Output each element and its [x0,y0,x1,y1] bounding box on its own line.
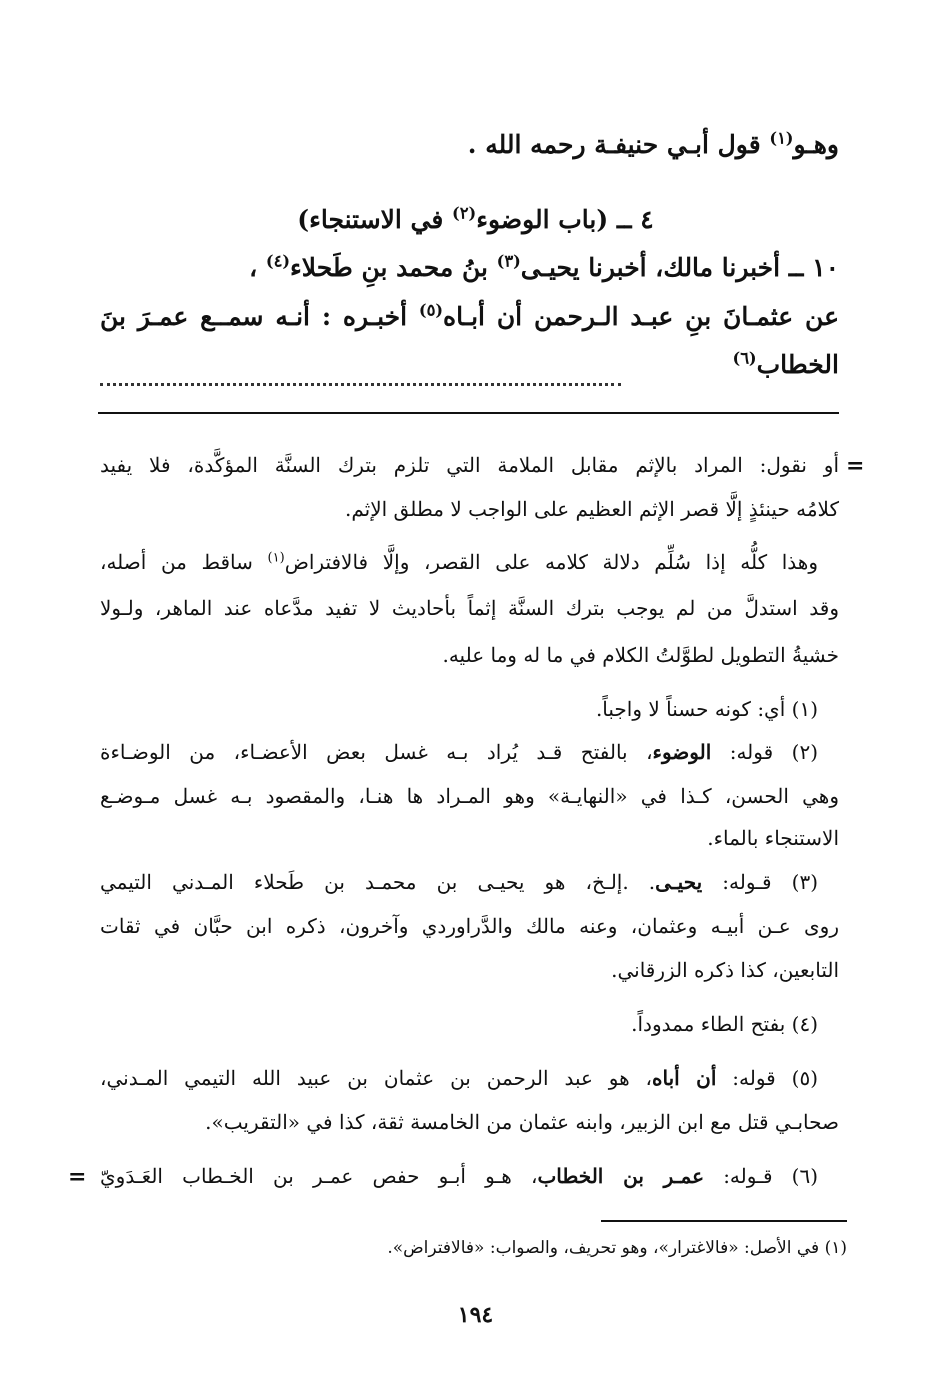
continuation-mark: = [846,453,865,479]
text: ، هو عبد الرحمن بن عثمان بن عبيد الله التيمي المـدني، [100,1066,652,1090]
chapter-number: ٤ ــ [608,205,654,234]
text: ١٠ ــ أخبرنا مالك، أخبرنا يحيـى [520,253,839,282]
commentary-line: وقد استدلَّ من لم يوجب بترك السنَّة إثماً بأحاديث لا تفيد مدَّعاه عند الماهر، ولـولا [100,596,839,620]
note-2-line: وهي الحسن، كـذا في «النهايـة» وهو المـراد ها هنـا، والمقصود بـه غسل مـوضـع [100,784,839,808]
text: (٣) قـوله: [702,870,819,894]
commentary-line: خشيةُ التطويل لطوَّلتُ الكلام في ما له وما عليه. [442,643,839,667]
text: قول أبـي حنيفـة رحمه الله . [467,130,770,159]
note-2-line: الاستنجاء بالماء. [707,826,839,850]
note-1: (١) أي: كونه حسناً لا واجباً. [595,697,818,721]
footnote-ref: (٤) [265,251,291,271]
note-3-line [100,870,818,894]
footnote-ref: (٢) [452,203,477,223]
text: عن عثمـانَ بنِ عبـد الـرحمن أن أبـاه [443,302,839,331]
chapter-title: (باب الوضوء [476,205,609,234]
footnote-ref: (٣) [496,251,521,271]
continuation-mark: = [68,1164,87,1190]
page-number: ١٩٤ [457,1302,494,1328]
text: (٥) قوله: [716,1066,818,1090]
footnote-ref: (١) [267,550,285,566]
note-5-line [100,1066,818,1090]
text: ساقط من أصله، [100,550,268,574]
text: . .إلـخ، هو يحيـى بن محمـد بن طَحلاء المـدني التيمي [100,870,656,894]
footnote-ref: (١) [769,128,794,148]
footnote: (١) في الأصل: «فالاغترار»، وهو تحريف، والصواب: «فالافتراض». [387,1238,847,1258]
text: (٦) قـوله: [704,1164,819,1188]
hadith-line-2 [100,302,839,331]
text: وهـو [793,130,839,159]
chapter-title-rest: في الاستنجاء) [297,205,453,234]
note-3-line: روى عـن أبيـه وعثمان، وعنه مالك والدَّراوردي وآخرون، ذكره ابن حبَّان في ثقات [100,914,839,938]
note-4: (٤) بفتح الطاء ممدوداً. [631,1012,818,1036]
main-text-line-1 [468,130,839,159]
commentary-line: أو نقول: المراد بالإثم مقابل الملامة التي تلزم بترك السنَّة المؤكَّدة، فلا يفيد [100,453,839,477]
note-3-line: التابعين، كذا ذكره الزرقاني. [611,958,839,982]
text: ، هـو أبـو حفص عمـر بن الخـطاب العَـدَويّ [100,1164,538,1188]
keyword: عمـر بن الخطاب [537,1164,705,1188]
text: الخطاب [756,350,839,379]
note-5-line: صحابـي قتل مع ابن الزبير، وابنه عثمان من الخامسة ثقة، كذا في «التقريب». [205,1110,839,1134]
footnote-ref: (٦) [732,348,757,368]
footnote-rule [601,1220,847,1222]
keyword: يحيـى [655,870,703,894]
text: ، بالفتح قـد يُراد بـه غسل بعض الأعضـاء، من الوضـاءة [100,740,653,764]
commentary-line [100,550,818,574]
chapter-heading [0,205,951,234]
text: (٢) قوله: [711,740,818,764]
hadith-line-3 [732,350,839,379]
footnote-ref: (٥) [418,300,444,320]
hadith-line-1 [249,253,839,282]
text: أخبـره : أنـه سمــع عمـرَ بنَ [100,302,419,331]
ellipsis-dots [100,373,621,386]
separator-rule [98,412,839,414]
note-2-line [100,740,818,764]
text: بنُ محمد بنِ طَحلاء [290,253,497,282]
keyword: أن أباه [652,1066,717,1090]
text: ، [249,253,266,282]
commentary-line: كلامُه حينئذٍ إلَّا قصر الإثم العظيم على الواجب لا مطلق الإثم. [344,497,839,521]
keyword: الوضوء [652,740,712,764]
note-6-line [100,1164,818,1188]
text: وهذا كلُّه إذا سُلِّم دلالة كلامه على القصر، وإلَّا فالافتراض [284,550,818,574]
